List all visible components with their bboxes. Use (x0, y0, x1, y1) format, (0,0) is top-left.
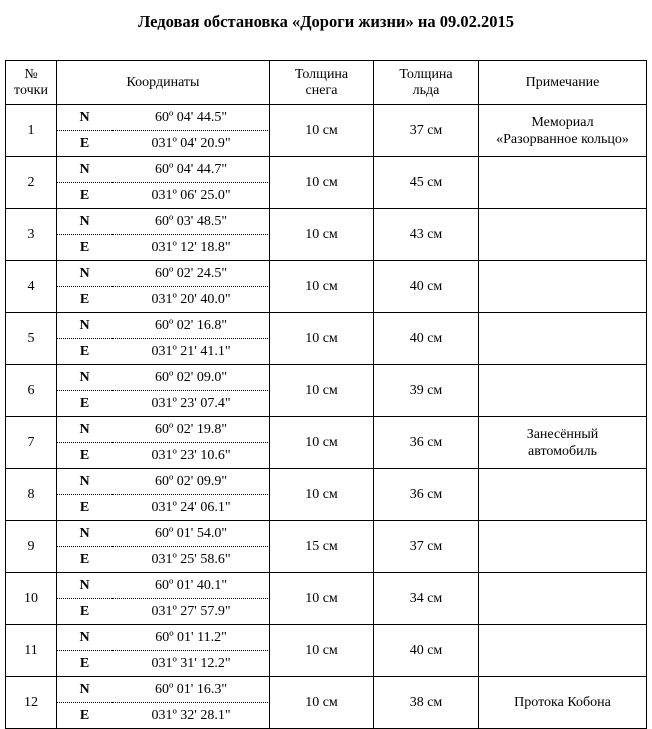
ice-thickness: 43 см (374, 209, 479, 261)
latitude-value: 60º 02' 09.9" (112, 469, 270, 495)
table-row (6, 573, 647, 625)
ice-thickness: 39 см (374, 365, 479, 417)
note-cell (479, 105, 647, 157)
snow-thickness: 10 см (270, 677, 374, 729)
table-row (6, 417, 647, 469)
latitude-value: 60º 02' 24.5" (112, 261, 270, 287)
point-number: 10 (6, 573, 57, 625)
note-cell (479, 469, 647, 521)
longitude-direction: E (79, 707, 90, 723)
latitude-value: 60º 02' 09.0" (112, 365, 270, 391)
latitude-direction: N (57, 365, 112, 391)
latitude-direction: N (57, 157, 112, 183)
note-line2: «Разорванное кольцо» (496, 131, 629, 147)
latitude-direction: N (57, 313, 112, 339)
latitude-direction: N (57, 469, 112, 495)
longitude-direction: E (79, 551, 90, 567)
latitude-value: 60º 01' 16.3" (112, 677, 270, 703)
header-snow-line1: Толщина (294, 66, 349, 82)
ice-thickness: 40 см (374, 625, 479, 677)
longitude-value: 031º 32' 28.1" (151, 707, 231, 723)
note-cell (479, 521, 647, 573)
longitude-value: 031º 31' 12.2" (151, 655, 231, 671)
latitude-direction: N (57, 417, 112, 443)
header-coords: Координаты (57, 61, 270, 105)
longitude-value: 031º 12' 18.8" (151, 239, 231, 255)
longitude-value: 031º 27' 57.9" (151, 603, 231, 619)
header-point (6, 61, 57, 105)
page-title: Ледовая обстановка «Дороги жизни» на 09.02.2015 (138, 12, 514, 31)
note-line1: Мемориал (531, 114, 594, 130)
point-number: 7 (6, 417, 57, 469)
coordinates-cell (57, 261, 270, 313)
table-row (6, 105, 647, 157)
snow-thickness: 10 см (270, 313, 374, 365)
header-ice (374, 61, 479, 105)
coordinates-cell (57, 313, 270, 365)
latitude-value: 60º 02' 19.8" (112, 417, 270, 443)
ice-thickness: 36 см (374, 469, 479, 521)
snow-thickness: 10 см (270, 625, 374, 677)
snow-thickness: 10 см (270, 417, 374, 469)
ice-thickness: 40 см (374, 261, 479, 313)
latitude-value: 60º 04' 44.5" (112, 105, 270, 131)
note-cell (479, 209, 647, 261)
latitude-value: 60º 01' 11.2" (112, 625, 270, 651)
latitude-direction: N (57, 625, 112, 651)
note-cell (479, 677, 647, 729)
longitude-direction: E (79, 291, 90, 307)
snow-thickness: 10 см (270, 261, 374, 313)
coordinates-cell (57, 573, 270, 625)
point-number: 1 (6, 105, 57, 157)
longitude-value: 031º 24' 06.1" (151, 499, 231, 515)
ice-thickness: 40 см (374, 313, 479, 365)
note-cell (479, 625, 647, 677)
header-ice-line1: Толщина (399, 66, 453, 82)
note-line1: Протока Кобона (514, 695, 611, 710)
latitude-direction: N (57, 573, 112, 599)
table-header-row (6, 61, 647, 105)
coordinates-cell (57, 209, 270, 261)
snow-thickness: 10 см (270, 469, 374, 521)
ice-thickness: 37 см (374, 521, 479, 573)
latitude-direction: N (57, 677, 112, 703)
point-number: 8 (6, 469, 57, 521)
latitude-value: 60º 01' 40.1" (112, 573, 270, 599)
longitude-value: 031º 25' 58.6" (151, 551, 231, 567)
header-note: Примечание (479, 61, 647, 105)
longitude-direction: E (79, 187, 90, 203)
note-cell (479, 573, 647, 625)
latitude-direction: N (57, 521, 112, 547)
longitude-direction: E (79, 239, 90, 255)
point-number: 12 (6, 677, 57, 729)
snow-thickness: 10 см (270, 105, 374, 157)
latitude-value: 60º 01' 54.0" (112, 521, 270, 547)
coordinates-cell (57, 625, 270, 677)
point-number: 3 (6, 209, 57, 261)
latitude-value: 60º 02' 16.8" (112, 313, 270, 339)
ice-thickness: 38 см (374, 677, 479, 729)
header-point-line2: точки (14, 82, 48, 98)
point-number: 5 (6, 313, 57, 365)
table-row (6, 625, 647, 677)
header-snow (270, 61, 374, 105)
longitude-value: 031º 23' 07.4" (151, 395, 231, 411)
longitude-direction: E (79, 395, 90, 411)
ice-thickness: 34 см (374, 573, 479, 625)
snow-thickness: 10 см (270, 157, 374, 209)
coordinates-cell (57, 157, 270, 209)
ice-thickness: 45 см (374, 157, 479, 209)
table-row (6, 261, 647, 313)
header-snow-line2: снега (305, 82, 338, 98)
note-cell (479, 365, 647, 417)
longitude-direction: E (79, 447, 90, 463)
table-row (6, 365, 647, 417)
table-row (6, 157, 647, 209)
point-number: 2 (6, 157, 57, 209)
snow-thickness: 10 см (270, 365, 374, 417)
longitude-value: 031º 21' 41.1" (151, 343, 231, 359)
header-ice-line2: льда (412, 82, 440, 98)
ice-thickness: 36 см (374, 417, 479, 469)
latitude-direction: N (57, 209, 112, 235)
latitude-direction: N (57, 105, 112, 131)
coordinates-cell (57, 105, 270, 157)
note-cell (479, 261, 647, 313)
coordinates-cell (57, 469, 270, 521)
ice-thickness: 37 см (374, 105, 479, 157)
table-row (6, 209, 647, 261)
header-point-line1: № (24, 66, 38, 82)
point-number: 4 (6, 261, 57, 313)
coordinates-cell (57, 677, 270, 729)
longitude-direction: E (79, 343, 90, 359)
snow-thickness: 10 см (270, 209, 374, 261)
latitude-direction: N (57, 261, 112, 287)
table-row (6, 469, 647, 521)
table-row (6, 677, 647, 729)
ice-conditions-table (5, 60, 647, 729)
note-line1: Занесённый (526, 426, 599, 442)
longitude-value: 031º 20' 40.0" (151, 291, 231, 307)
longitude-value: 031º 04' 20.9" (151, 135, 231, 151)
point-number: 11 (6, 625, 57, 677)
longitude-value: 031º 23' 10.6" (151, 447, 231, 463)
longitude-direction: E (79, 499, 90, 515)
table-body (6, 105, 647, 729)
longitude-direction: E (79, 603, 90, 619)
longitude-direction: E (79, 135, 90, 151)
latitude-value: 60º 03' 48.5" (112, 209, 270, 235)
point-number: 6 (6, 365, 57, 417)
longitude-direction: E (79, 655, 90, 671)
coordinates-cell (57, 417, 270, 469)
note-cell (479, 417, 647, 469)
latitude-value: 60º 04' 44.7" (112, 157, 270, 183)
table-row (6, 521, 647, 573)
note-line2: автомобиль (528, 443, 597, 459)
note-cell (479, 313, 647, 365)
coordinates-cell (57, 365, 270, 417)
note-cell (479, 157, 647, 209)
snow-thickness: 15 см (270, 521, 374, 573)
snow-thickness: 10 см (270, 573, 374, 625)
point-number: 9 (6, 521, 57, 573)
coordinates-cell (57, 521, 270, 573)
longitude-value: 031º 06' 25.0" (151, 187, 231, 203)
table-row (6, 313, 647, 365)
